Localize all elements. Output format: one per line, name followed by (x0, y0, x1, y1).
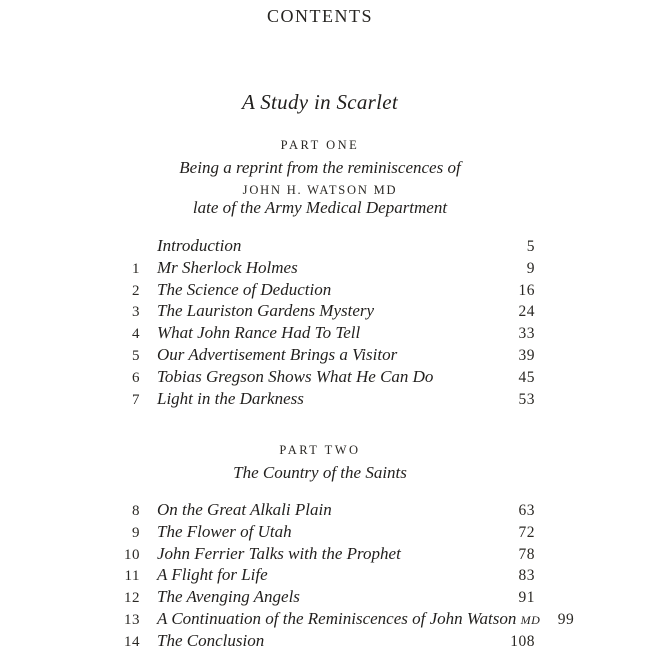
chapter-title: Introduction (157, 236, 242, 255)
page-number: 45 (518, 368, 535, 386)
chapter-number: 6 (132, 369, 140, 386)
table-row (103, 280, 535, 302)
chapter-title: Tobias Gregson Shows What He Can Do (157, 366, 434, 386)
table-row (103, 522, 535, 544)
page-number: 99 (557, 610, 575, 628)
part-two-subtitle-line1: The Country of the Saints (233, 463, 407, 482)
chapter-number: 2 (132, 282, 140, 299)
chapter-title-suffix: MD (520, 612, 541, 627)
chapter-number: 5 (132, 347, 140, 364)
chapter-number: 4 (132, 326, 140, 343)
page-number: 9 (526, 259, 535, 277)
table-row (103, 500, 535, 522)
chapter-title: What John Rance Had To Tell (157, 323, 361, 343)
page-title: CONTENTS (267, 6, 373, 26)
part-one-heading: PART ONE (280, 138, 360, 152)
table-row (103, 587, 535, 609)
part-one-subtitle-line2: JOHN H. WATSON MD (242, 183, 398, 197)
chapter-title: The Lauriston Gardens Mystery (157, 301, 375, 321)
page-number: 53 (518, 390, 535, 408)
page-number: 83 (518, 567, 535, 585)
chapter-title: On the Great Alkali Plain (157, 500, 332, 519)
chapter-title: A Flight for Life (157, 565, 268, 585)
page-number: 108 (510, 632, 535, 650)
table-row (103, 301, 535, 323)
chapter-title: The Flower of Utah (157, 521, 292, 541)
page-number: 33 (518, 325, 535, 343)
page-number: 78 (518, 545, 535, 563)
chapter-title: Our Advertisement Brings a Visitor (157, 344, 398, 364)
toc-part-two (103, 500, 575, 653)
chapter-number: 9 (132, 524, 140, 541)
chapter-title: The Science of Deduction (157, 279, 332, 299)
table-row (103, 345, 535, 367)
chapter-number: 14 (124, 633, 140, 650)
chapter-title: The Conclusion (157, 630, 265, 650)
table-row (103, 608, 575, 631)
chapter-title: John Ferrier Talks with the Prophet (157, 543, 401, 563)
table-row (103, 544, 535, 566)
page-number: 16 (518, 281, 535, 299)
chapter-number: 7 (132, 391, 140, 408)
chapter-title: The Avenging Angels (157, 587, 300, 607)
table-row (103, 389, 535, 411)
chapter-title (157, 609, 540, 629)
toc-part-one (103, 236, 535, 410)
chapter-number: 10 (124, 546, 140, 563)
table-row (103, 367, 535, 389)
part-one-subtitle-line3: late of the Army Medical Department (192, 198, 448, 217)
chapter-number: 11 (124, 568, 140, 585)
chapter-number: 12 (124, 590, 140, 607)
page-number: 24 (518, 303, 535, 321)
chapter-title: Light in the Darkness (157, 388, 304, 408)
page-number: 5 (526, 238, 535, 255)
page-number: 72 (518, 523, 535, 541)
page-number: 91 (518, 589, 535, 607)
table-row (103, 323, 535, 345)
part-one-subtitle-line1: Being a reprint from the reminiscences of (179, 158, 461, 177)
chapter-number: 1 (132, 260, 140, 277)
chapter-title: Mr Sherlock Holmes (157, 257, 298, 277)
table-row (103, 258, 535, 280)
book-title: A Study in Scarlet (241, 90, 399, 114)
chapter-number: 3 (132, 304, 140, 321)
table-row (103, 236, 535, 258)
chapter-number: 8 (132, 503, 140, 519)
chapter-title-text: A Continuation of the Reminiscences of John Watson (157, 608, 517, 628)
table-row (103, 565, 535, 587)
part-two-heading: PART TWO (279, 443, 361, 457)
page-number: 63 (518, 502, 535, 519)
table-row (103, 631, 535, 653)
page-number: 39 (518, 346, 535, 364)
chapter-number: 13 (124, 611, 140, 628)
